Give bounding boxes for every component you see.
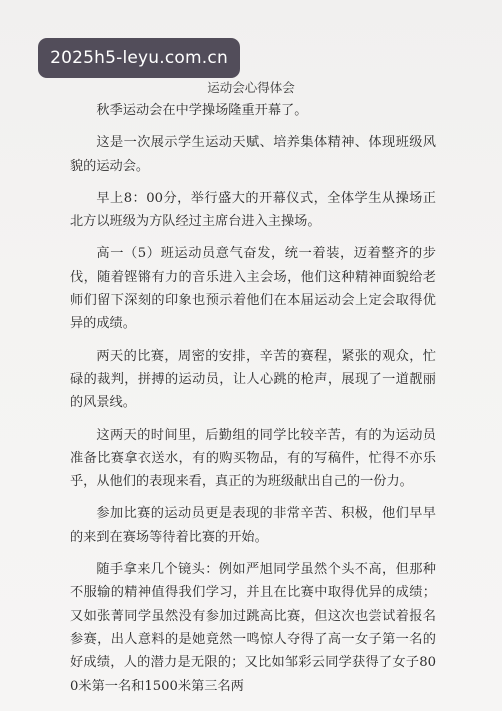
paragraph-3: 早上8：00分，举行盛大的开幕仪式，全体学生从操场正北方以班级为方队经过主席台进入主操场。 xyxy=(70,190,436,230)
paragraph-1: 秋季运动会在中学操场隆重开幕了。 xyxy=(96,103,308,118)
paragraph-4: 高一（5）班运动员意气奋发，统一着装，迈着整齐的步伐，随着铿锵有力的音乐进入主会场，他们这种精神面貌给老师们留下深刻的印象也预示着他们在本届运动会上定会取得优异的成绩。 xyxy=(70,246,436,332)
paragraph-2: 这是一次展示学生运动天赋、培养集体精神、体现班级风貌的运动会。 xyxy=(70,135,436,174)
paragraph-7: 参加比赛的运动员更是表现的非常辛苦、积极，他们早早的来到在赛场等待着比赛的开始。 xyxy=(70,506,436,545)
watermark-badge: 2025h5-leyu.com.cn xyxy=(38,38,240,78)
document-title: 运动会心得体会 xyxy=(207,80,295,95)
document-body xyxy=(70,99,436,707)
paragraph-6: 这两天的时间里，后勤组的同学比较辛苦，有的为运动员准备比赛拿衣送水，有的购买物品，有的写稿件，忙得不亦乐乎，从他们的表现来看，真正的为班级献出自己的一份力。 xyxy=(70,427,436,490)
paragraph-8: 随手拿来几个镜头：例如严旭同学虽然个头不高，但那种不服输的精神值得我们学习，并且在比赛中取得优异的成绩；又如张菁同学虽然没有参加过跳高比赛，但这次也尝试着报名参赛，出人意料的是她竟然一鸣惊人夺得了高一女子第一名的好成绩，人的潜力是无限的；又比如邹彩云同学获得了女子800米第一名和1500米第三名两 xyxy=(70,562,436,694)
paragraph-5: 两天的比赛，周密的安排，辛苦的赛程，紧张的观众，忙碌的裁判，拼搏的运动员，让人心跳的枪声，展现了一道靓丽的风景线。 xyxy=(70,348,436,411)
